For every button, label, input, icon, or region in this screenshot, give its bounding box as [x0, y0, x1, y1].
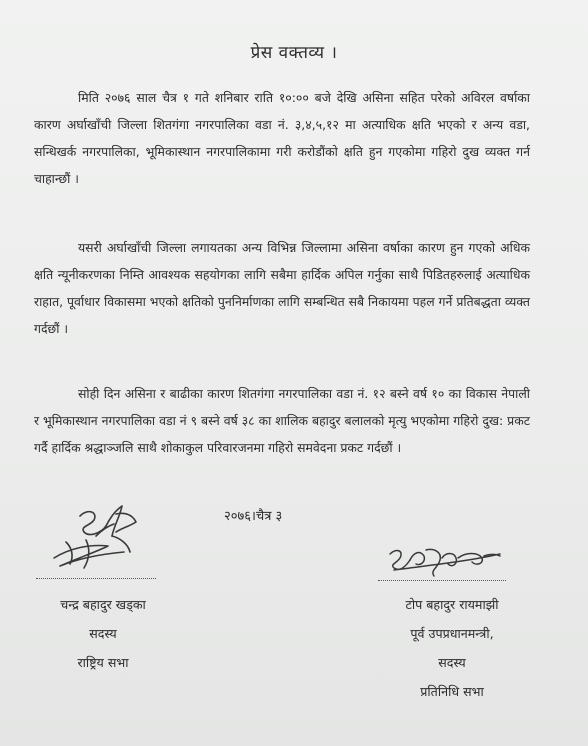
signatory-left-name: चन्द्र बहादुर खड्का — [60, 597, 146, 612]
paragraph-2: यसरी अर्घाखाँची जिल्ला लगायतका अन्य विभिन्न जिल्लामा असिना वर्षाका कारण हुन गएको अधिक क्षति न्यूनीकरणका निम्ति आवश्यक सहयोगका लागि सबैमा हार्दिक अपिल गर्नुका साथै पिडितहरुलाई अत्याधिक राहात, पूर्वाधार विकासमा भएको क्षतिको पुननिर्माणका लागि सम्बन्धित सबै निकायमा पहल गर्ने प्रतिबद्धता व्यक्त गर्दछौं । — [34, 240, 530, 336]
signatory-left-role: सदस्य — [89, 626, 117, 641]
signatory-right-name: टोप बहादुर रायमाझी — [405, 597, 499, 612]
signatory-left-body: राष्ट्रिय सभा — [77, 655, 129, 670]
paragraph-3: सोही दिन असिना र बाढीका कारण शितगंगा नगरपालिका वडा नं. १२ बस्ने वर्ष १० का विकास नेपाली र भूमिकास्थान नगरपालिका वडा नं ९ बस्ने वर्ष ३८ का शालिक बहादुर बलालको मृत्यु भएकोमा गहिरो दुख: प्रकट गर्दै हार्दिक श्रद्धाञ्जलि साथै शोकाकुल परिवारजनमा गहिरो समवेदना प्रकट गर्दछौं । — [34, 386, 530, 455]
signature-right-image — [384, 540, 504, 580]
signatory-left — [28, 590, 178, 677]
document-date: २०७६।चैत्र ३ — [224, 509, 283, 524]
signature-left-image — [50, 496, 150, 576]
signatory-right-role-2: सदस्य — [438, 655, 466, 670]
signatory-right — [372, 590, 532, 706]
signature-line-right — [378, 580, 506, 581]
paragraph-1: मिति २०७६ साल चैत्र १ गते शनिबार राति १०:०० बजे देखि असिना सहित परेको अविरल वर्षाका कारण अर्घाखाँची जिल्ला शितगंगा नगरपालिका वडा नं. ३,४,५,१२ मा अत्याधिक क्षति भएको र अन्य वडा, सन्धिखर्क नगरपालिका, भूमिकास्थान नगरपालिकामा गरी करोडौंको क्षति हुन गएकोमा गहिरो दुख व्यक्त गर्न चाहान्छौं । — [34, 90, 530, 186]
signatory-right-body: प्रतिनिधि सभा — [420, 684, 484, 699]
document-title: प्रेस वक्तव्य । — [250, 43, 338, 63]
signature-line-left — [36, 578, 156, 579]
signatory-right-role-1: पूर्व उपप्रधानमन्त्री, — [410, 626, 494, 641]
